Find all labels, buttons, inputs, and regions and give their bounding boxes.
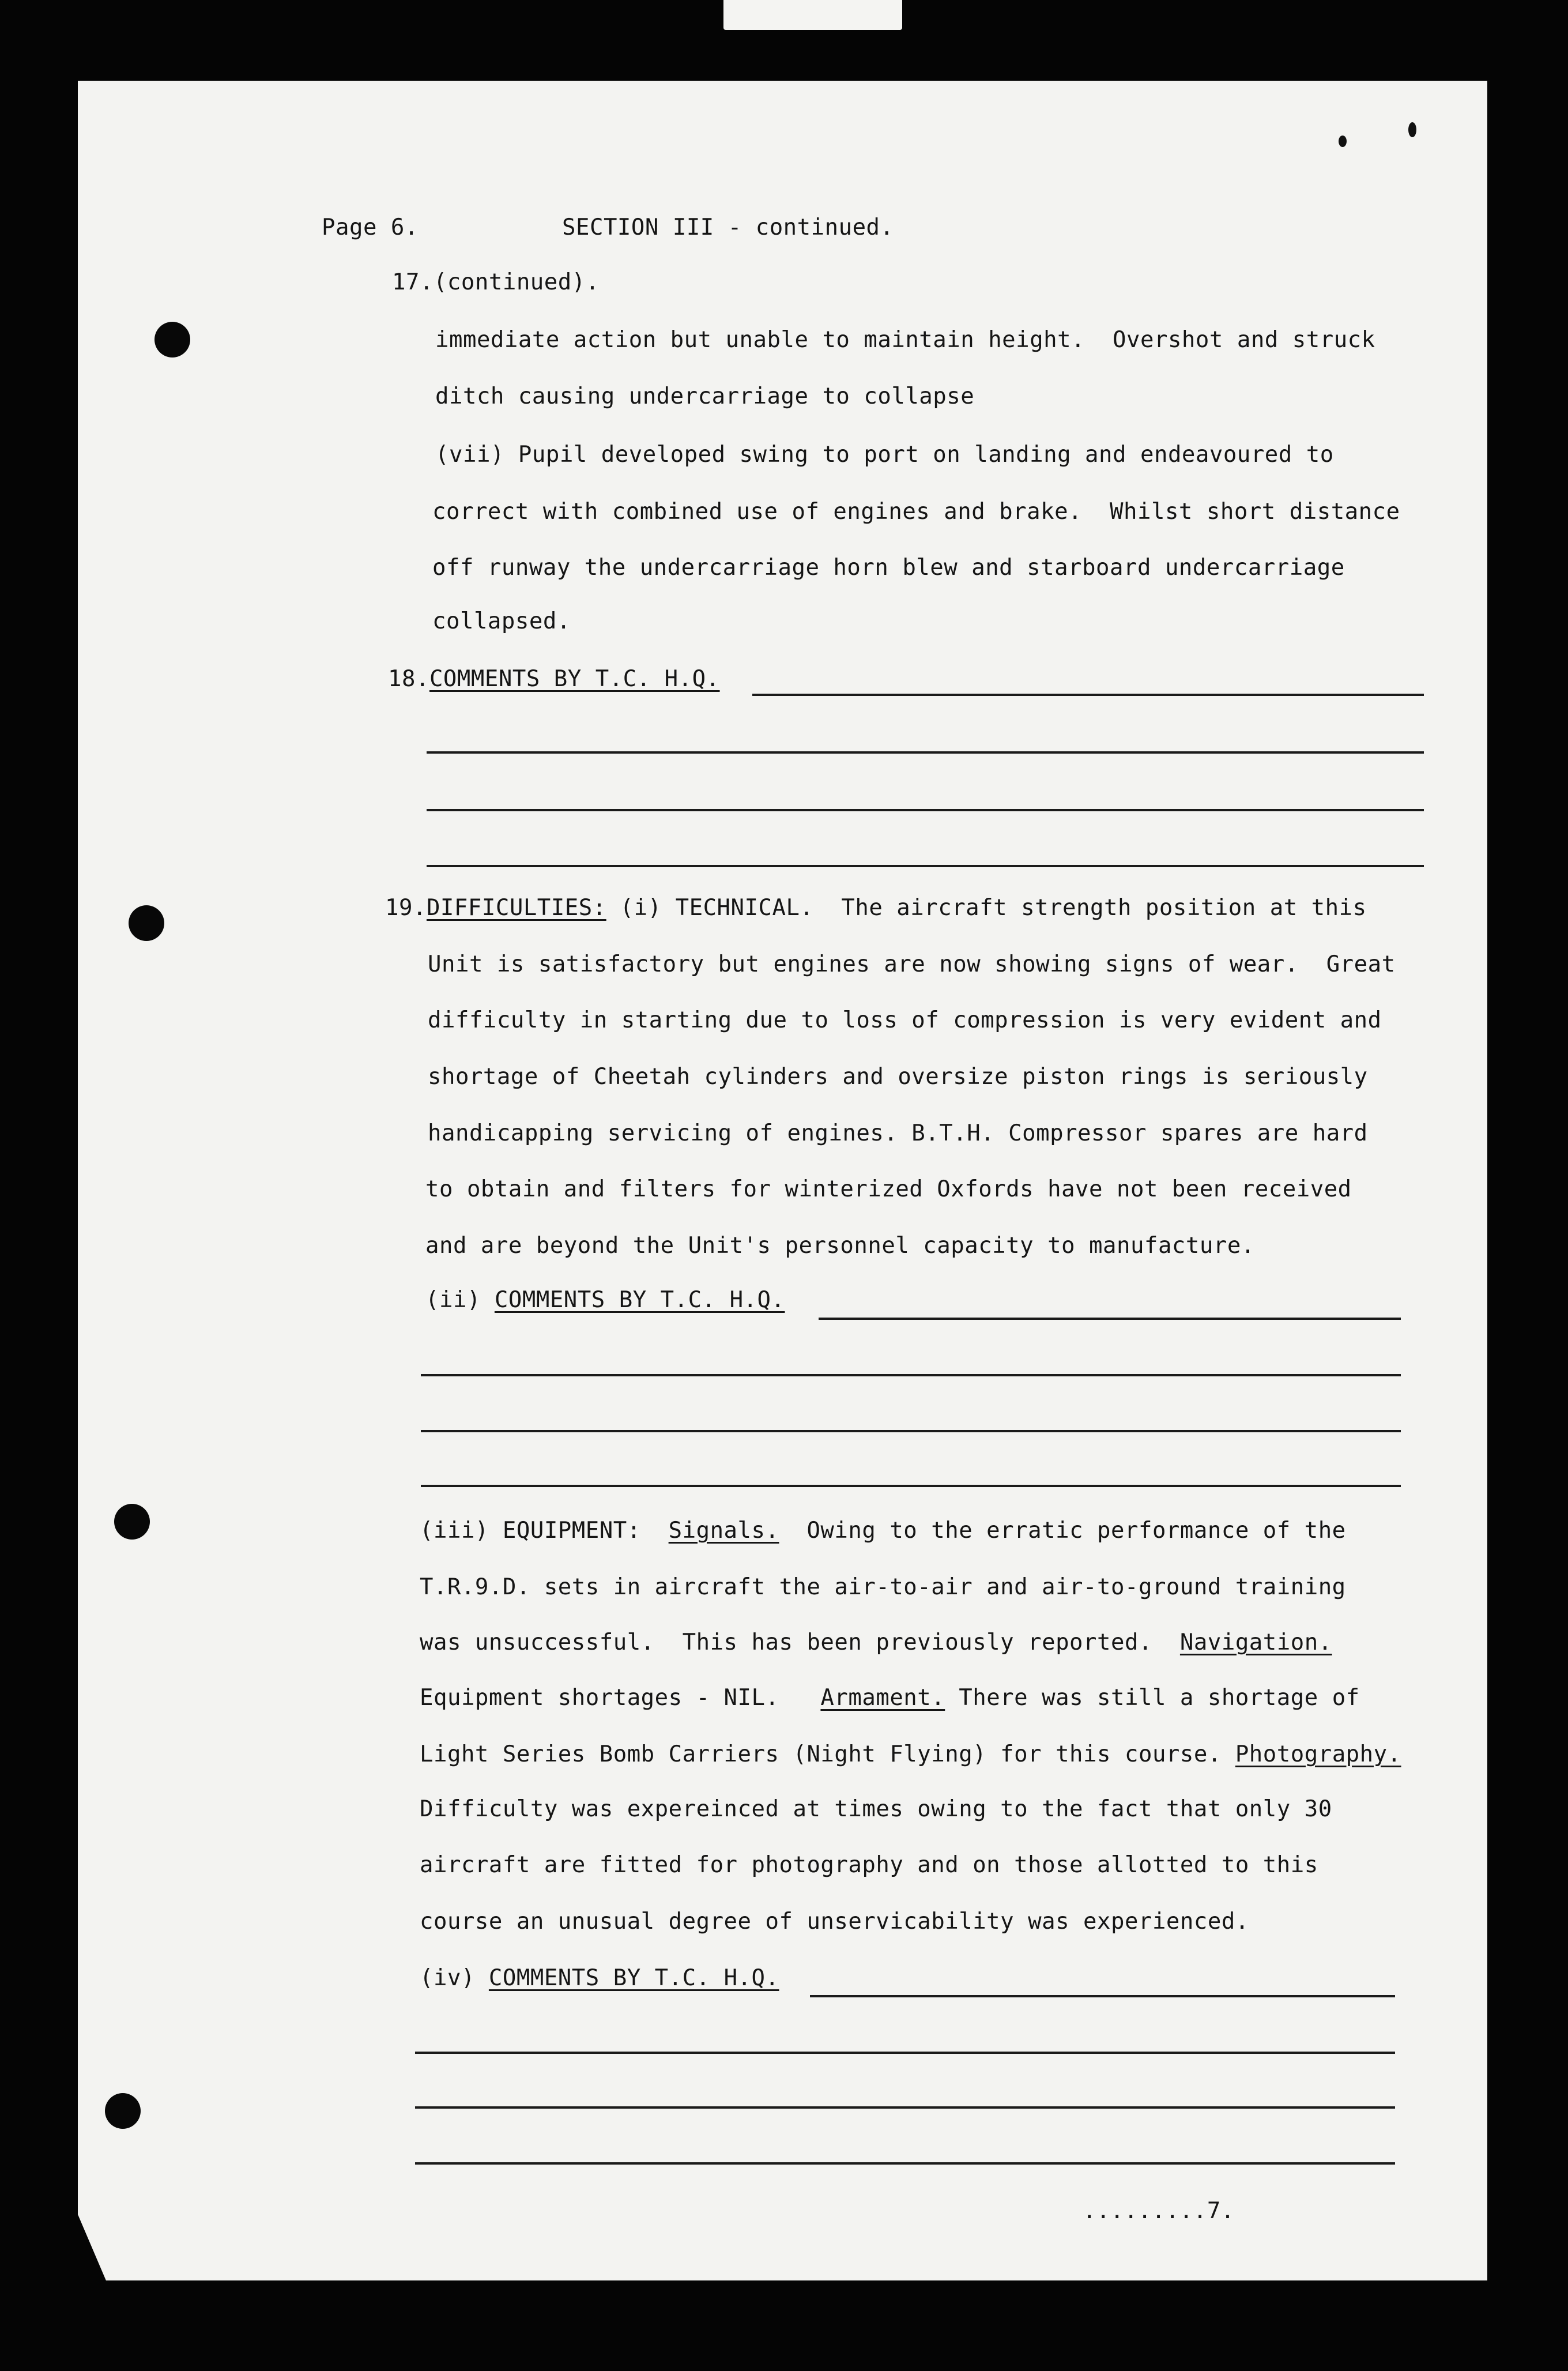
- comments-iv-heading: COMMENTS BY T.C. H.Q.: [488, 1965, 779, 1991]
- comments-ii-label: (ii) COMMENTS BY T.C. H.Q.: [425, 1287, 785, 1313]
- equipment-line-8: course an unusual degree of unservicability was experienced.: [420, 1909, 1249, 1935]
- comment-line: [427, 751, 1424, 754]
- equipment-line-7: aircraft are fitted for photography and on those allotted to this: [420, 1852, 1318, 1878]
- item-17-line: (vii) Pupil developed swing to port on landing and endeavoured to: [435, 442, 1334, 468]
- comment-line: [752, 694, 1424, 696]
- item-17-line: correct with combined use of engines and brake. Whilst short distance: [432, 499, 1400, 525]
- item-19-number: 19.: [385, 895, 427, 921]
- item-17-line: immediate action but unable to maintain height. Overshot and struck: [435, 327, 1375, 353]
- punch-hole-2: [129, 905, 164, 941]
- punch-hole-1: [154, 322, 190, 357]
- comment-line: [810, 1995, 1395, 1997]
- comment-line: [421, 1374, 1401, 1376]
- equipment-line-3: was unsuccessful. This has been previously reported. Navigation.: [420, 1629, 1332, 1655]
- item-17-line: collapsed.: [432, 608, 571, 634]
- item-19-line: shortage of Cheetah cylinders and oversize piston rings is seriously: [428, 1064, 1368, 1090]
- file-tab: [723, 0, 902, 30]
- item-19-line: Unit is satisfactory but engines are now showing signs of wear. Great: [428, 951, 1396, 977]
- comment-line: [427, 865, 1424, 867]
- item-19-line: difficulty in starting due to loss of compression is very evident and: [428, 1007, 1382, 1033]
- comment-line: [421, 1430, 1401, 1432]
- comment-line: [421, 1485, 1401, 1487]
- comment-line: [427, 809, 1424, 811]
- page-number: Page 6.: [322, 214, 419, 240]
- ink-mark: [1339, 136, 1347, 147]
- item-19-first-line: [385, 895, 1367, 921]
- section-heading: SECTION III - continued.: [562, 214, 894, 240]
- armament-heading: Armament.: [820, 1685, 945, 1711]
- equipment-line-2: T.R.9.D. sets in aircraft the air-to-air and air-to-ground training: [420, 1574, 1346, 1600]
- item-18-number: 18.: [388, 666, 429, 692]
- item-17-line: ditch causing undercarriage to collapse: [435, 383, 975, 409]
- comment-line: [819, 1318, 1401, 1320]
- item-19-line: to obtain and filters for winterized Oxfords have not been received: [425, 1176, 1352, 1202]
- item-17-line: off runway the undercarriage horn blew and starboard undercarriage: [432, 555, 1345, 581]
- punch-hole-4: [105, 2093, 141, 2129]
- item-17-label: 17.(continued).: [392, 269, 600, 295]
- ink-mark: [1408, 122, 1416, 137]
- photography-heading: Photography.: [1235, 1741, 1401, 1767]
- item-18-heading: COMMENTS BY T.C. H.Q.: [429, 666, 720, 692]
- equipment-line-1: (iii) EQUIPMENT: Signals. Owing to the erratic performance of the: [420, 1518, 1346, 1544]
- navigation-heading: Navigation.: [1179, 1629, 1332, 1655]
- comment-line: [415, 2052, 1395, 2054]
- punch-hole-3: [114, 1504, 150, 1540]
- comments-ii-heading: COMMENTS BY T.C. H.Q.: [494, 1287, 785, 1313]
- signals-heading: Signals.: [668, 1518, 779, 1544]
- equipment-line-5: Light Series Bomb Carriers (Night Flying) for this course. Photography.: [420, 1741, 1401, 1767]
- item-19-line: and are beyond the Unit's personnel capacity to manufacture.: [425, 1233, 1255, 1259]
- comment-line: [415, 2162, 1395, 2165]
- item-19-text: (i) TECHNICAL. The aircraft strength position at this: [606, 895, 1367, 921]
- equipment-line-6: Difficulty was expereinced at times owing to the fact that only 30: [420, 1796, 1332, 1822]
- continuation-marker: .........7.: [1083, 2198, 1235, 2224]
- equipment-line-4: Equipment shortages - NIL. Armament. There was still a shortage of: [420, 1685, 1360, 1711]
- item-19-heading: DIFFICULTIES:: [426, 895, 606, 921]
- comment-line: [415, 2106, 1395, 2109]
- item-18-label: [388, 666, 720, 692]
- item-19-line: handicapping servicing of engines. B.T.H. Compressor spares are hard: [428, 1120, 1368, 1146]
- comments-iv-label: (iv) COMMENTS BY T.C. H.Q.: [420, 1965, 779, 1991]
